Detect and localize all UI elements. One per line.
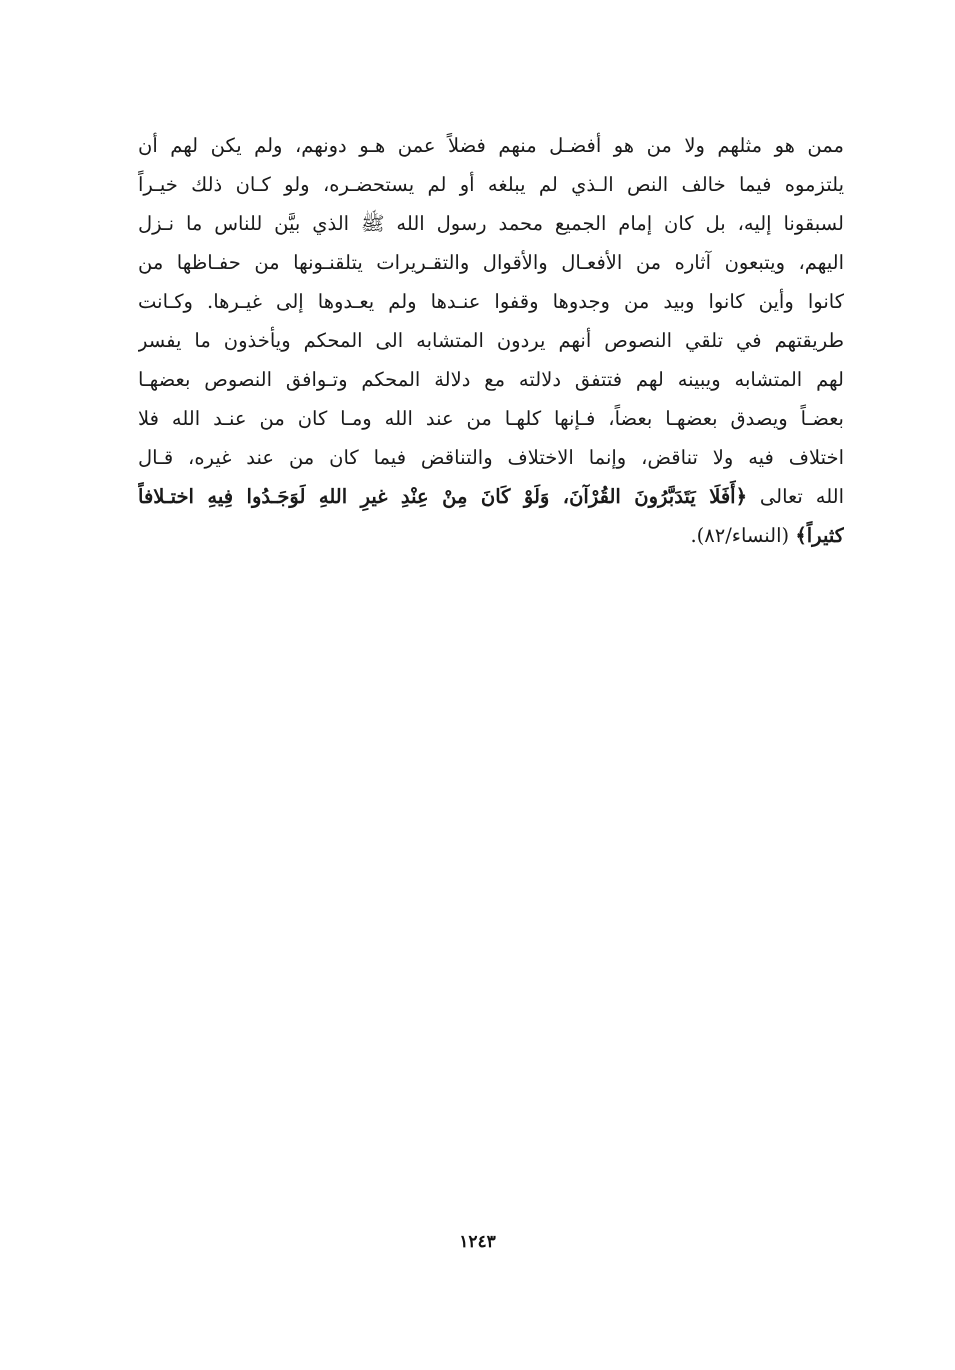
body-text <box>138 126 844 555</box>
text-line-1: ممن هو مثلهم ولا من هو أفضـل منهم فضلاً عمن هـو دونهم، ولم يكن لهم أن <box>138 134 844 157</box>
text-line-7: لهم المتشابه ويبينه لهم فتتفق دلالته مع دلالة المحكم وتـوافق النصوص بعضهـا <box>138 368 844 391</box>
page-number: ١٢٤٣ <box>459 1232 496 1252</box>
text-line-3: لسبقونا إليه، بل كان إمام الجميع محمد رسول الله ﷺ الذي بيَّن للناس ما نـزل <box>138 212 844 235</box>
quran-verse-end: كثيراً﴾ <box>795 524 844 547</box>
verse-reference: (النساء/٨٢). <box>690 524 796 547</box>
text-line-6: طريقتهم في تلقي النصوص أنهم يردون المتشابه الى المحكم ويأخذون ما يفسر <box>138 329 844 352</box>
text-line-9: اختلاف فيه ولا تناقض، وإنما الاختلاف والتناقض فيما كان من عند غيره، قـال <box>138 446 844 469</box>
text-line-10 <box>138 477 844 516</box>
text-line-8: بعضـاً ويصدق بعضهـا بعضاً، فـإنها كلهـا من عند الله ومـا كان من عنـد الله فلا <box>138 407 844 430</box>
verse-intro: الله تعالى <box>747 485 844 508</box>
text-line-5: كانوا وأين كانوا وبيد من وجدوها وقفوا عنـدها ولم يعـدوها إلى غيـرها. وكـانت <box>138 290 844 313</box>
text-line-11 <box>138 516 844 555</box>
text-line-4: اليهم، ويتبعون آثاره من الأفعـال والأقوال والتقـريرات يتلقنـونها من حفـاظها من <box>138 251 844 274</box>
text-line-2: يلتزموه فيما خالف النص الـذي لم يبلغه أو لم يستحضـره، ولو كـان ذلك خيـراً <box>138 173 844 196</box>
quran-verse: ﴿أَفَلَا يَتَدَبَّرُونَ القُرْآنَ، وَلَوْ كَانَ مِنْ عِنْدِ غيرِ اللهِ لَوَجَـدُوا فِيهِ اختـلافاً <box>138 485 748 508</box>
